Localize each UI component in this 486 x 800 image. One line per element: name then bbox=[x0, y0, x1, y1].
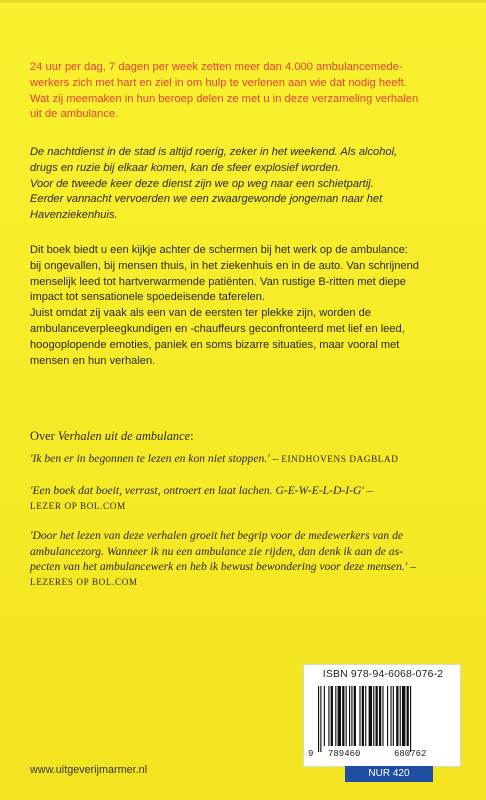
reviews-heading-suffix: : bbox=[190, 429, 194, 443]
barcode-bar bbox=[402, 686, 405, 746]
review-text-line: ambulancezorg. Wanneer ik nu een ambulance zie rijden, dan denk ik aan de as- bbox=[30, 544, 403, 558]
excerpt-line: Voor de tweede keer deze dienst zijn we op weg naar een schietpartij. bbox=[30, 177, 374, 190]
barcode-lead-digit: 9 bbox=[308, 749, 314, 759]
barcode-bar bbox=[410, 686, 411, 752]
excerpt-line: drugs en ruzie bij elkaar komen, kan de sfeer explosief worden. bbox=[30, 161, 341, 174]
barcode-bar bbox=[376, 686, 378, 746]
barcode-bar bbox=[328, 686, 329, 746]
barcode-bar bbox=[393, 686, 394, 746]
story-excerpt bbox=[30, 145, 462, 224]
barcode-bar bbox=[354, 686, 356, 746]
barcode-digits bbox=[304, 749, 462, 763]
publisher-website[interactable]: www.uitgeverijmarmer.nl bbox=[30, 764, 147, 776]
barcode-bar bbox=[396, 686, 398, 746]
review-dash: – bbox=[363, 484, 373, 497]
description-line: bij ongevallen, bij mensen thuis, in het ziekenhuis en in de auto. Van schrijnend bbox=[30, 259, 419, 272]
description-line: Dit boek biedt u een kijkje achter de schermen bij het werk op de ambulance: bbox=[30, 244, 409, 256]
review-quote bbox=[30, 528, 462, 590]
barcode-bar bbox=[342, 686, 344, 746]
book-title: Verhalen uit de ambulance bbox=[57, 429, 191, 443]
review-text-line: pecten van het ambulancewerk en heb ik bewust bewondering voor deze mensen.' bbox=[30, 560, 408, 574]
barcode-bar bbox=[318, 686, 319, 752]
review-quote bbox=[30, 483, 462, 514]
description-line: hoogoplopende emoties, paniek en soms bizarre situaties, maar vooral met bbox=[30, 338, 400, 351]
barcode-bar bbox=[407, 686, 409, 746]
review-text: 'Een boek dat boeit, verrast, ontroert en laat lachen. G-E-W-E-L-D-I-G' bbox=[30, 484, 364, 497]
description-line: mensen en hun verhalen. bbox=[30, 354, 156, 367]
barcode-group-right: 680762 bbox=[394, 749, 427, 759]
intro-line: uit de ambulance. bbox=[30, 108, 119, 121]
barcode-bar bbox=[373, 686, 374, 746]
review-dash: – bbox=[407, 560, 416, 574]
barcode-bar bbox=[338, 686, 341, 746]
description-line: ambulanceverpleegkundigen en -chauffeurs geconfronteerd met lief en leed, bbox=[30, 322, 405, 335]
barcode-bar bbox=[331, 686, 333, 746]
review-dash: – bbox=[269, 452, 282, 465]
reviews-heading bbox=[30, 428, 462, 444]
barcode-bar bbox=[379, 686, 381, 746]
barcode-bar bbox=[365, 686, 366, 746]
description-line: menselijk leed tot hartverwarmende patiënten. Van rustige B-ritten met diepe bbox=[30, 275, 406, 288]
barcode-bar bbox=[351, 686, 352, 746]
description-line: impact tot sensationele spoedeisende taferelen. bbox=[30, 291, 265, 304]
excerpt-line: De nachtdienst in de stad is altijd roerig, zeker in het weekend. Als alcohol, bbox=[30, 146, 398, 158]
barcode-group-left: 789460 bbox=[328, 749, 361, 759]
intro-line: Wat zij meemaken in hun beroep delen ze met u in deze verzameling verhalen bbox=[30, 92, 419, 105]
review-source: LEZER OP BOL.COM bbox=[30, 500, 126, 511]
barcode-bar bbox=[369, 686, 372, 746]
barcode-bar bbox=[390, 686, 391, 746]
barcode-bars bbox=[316, 686, 456, 756]
barcode-bar bbox=[349, 686, 350, 746]
book-description bbox=[30, 243, 462, 369]
barcode-bar bbox=[346, 686, 347, 746]
reviews-heading-prefix: Over bbox=[30, 429, 58, 443]
intro-paragraph bbox=[30, 60, 462, 123]
isbn-barcode bbox=[303, 664, 461, 767]
isbn-number: ISBN 978-94-6068-076-2 bbox=[322, 669, 444, 680]
barcode-bar bbox=[359, 686, 360, 746]
review-quote bbox=[30, 451, 462, 468]
barcode-bar bbox=[324, 686, 325, 746]
excerpt-line: Eerder vannacht vervoerden we een zwaargewonde jongeman naar het bbox=[30, 193, 383, 206]
barcode-bar bbox=[400, 686, 401, 746]
barcode-bar bbox=[335, 686, 336, 746]
barcode-bar bbox=[387, 686, 388, 746]
barcode-bar bbox=[382, 686, 383, 746]
review-text: 'Ik ben er in begonnen te lezen en kon niet stoppen.' bbox=[30, 452, 270, 465]
review-source: LEZERES OP BOL.COM bbox=[30, 576, 138, 587]
description-line: Juist omdat zij vaak als een van de eersten ter plekke zijn, worden de bbox=[30, 307, 372, 320]
nur-code: NUR 420 bbox=[345, 766, 433, 782]
cover-edge bbox=[0, 0, 486, 3]
excerpt-line: Havenziekenhuis. bbox=[30, 209, 118, 222]
barcode-bar bbox=[320, 686, 321, 752]
review-text-line: 'Door het lezen van deze verhalen groeit het begrip voor de medewerkers van de bbox=[30, 529, 404, 542]
intro-line: werkers zich met hart en ziel in om hulp te verlenen aan wie dat nodig heeft. bbox=[30, 76, 407, 89]
intro-line: 24 uur per dag, 7 dagen per week zetten meer dan 4.000 ambulancemede- bbox=[30, 61, 403, 73]
barcode-bar bbox=[362, 686, 364, 746]
review-source: EINDHOVENS DAGBLAD bbox=[281, 454, 399, 464]
